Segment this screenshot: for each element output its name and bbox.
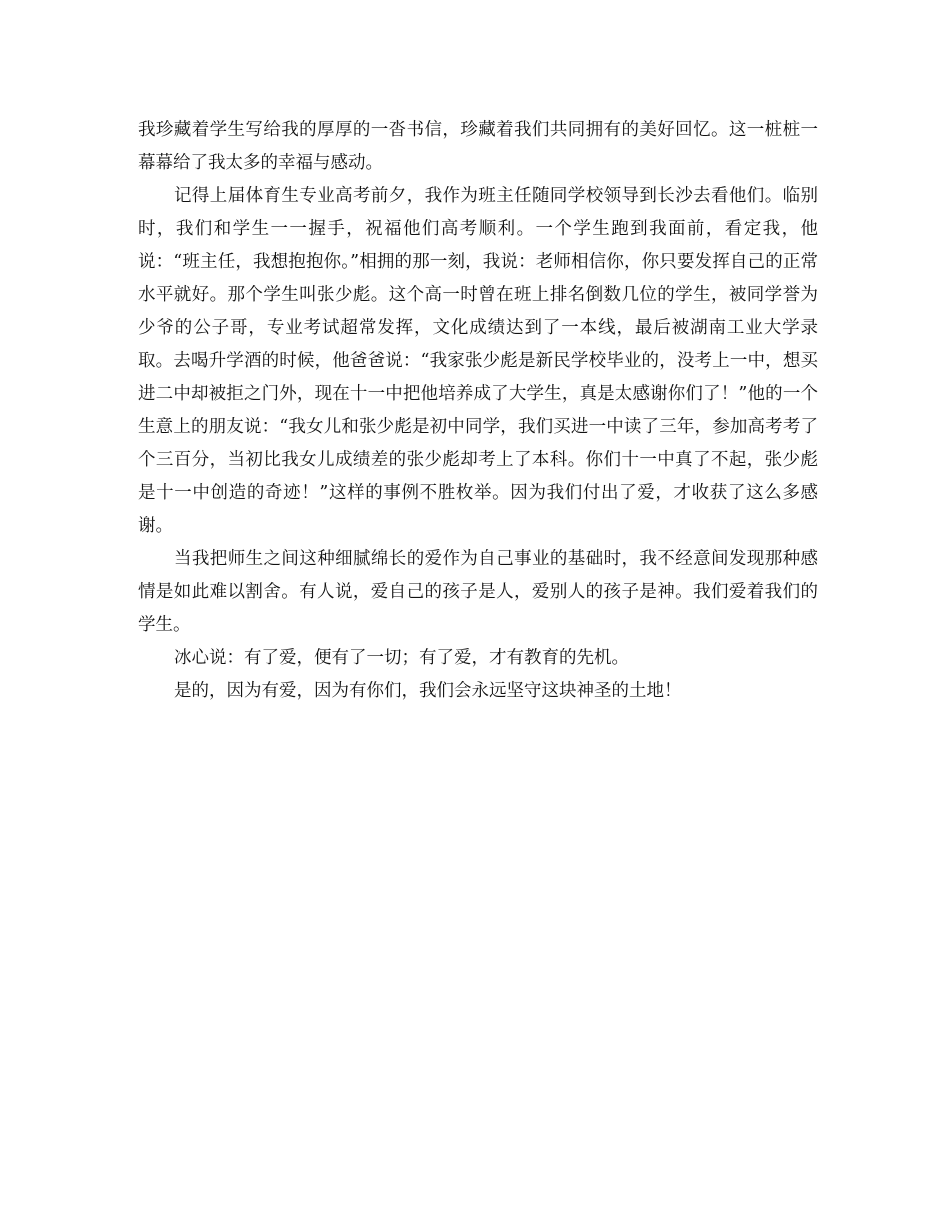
document-body [138,114,818,708]
paragraph-4: 冰心说：有了爱，便有了一切；有了爱，才有教育的先机。 [174,648,629,668]
paragraph-3: 当我把师生之间这种细腻绵长的爱作为自己事业的基础时，我不经意间发现那种感情是如此难以割舍。有人说，爱自己的孩子是人，爱别人的孩子是神。我们爱着我们的学生。 [138,549,818,635]
paragraph-5: 是的，因为有爱，因为有你们，我们会永远坚守这块神圣的土地！ [174,681,682,701]
paragraph-2: 记得上届体育生专业高考前夕，我作为班主任随同学校领导到长沙去看他们。临别时，我们和学生一一握手，祝福他们高考顺利。一个学生跑到我面前，看定我，他说：“班主任，我想抱抱你。”相拥的那一刻，我说：老师相信你，你只要发挥自己的正常水平就好。那个学生叫张少彪。这个高一时曾在班上排名倒数几位的学生，被同学誉为少爷的公子哥，专业考试超常发挥，文化成绩达到了一本线，最后被湖南工业大学录取。去喝升学酒的时候，他爸爸说：“我家张少彪是新民学校毕业的，没考上一中，想买进二中却被拒之门外，现在十一中把他培养成了大学生，真是太感谢你们了！”他的一个生意上的朋友说：“我女儿和张少彪是初中同学，我们买进一中读了三年，参加高考考了个三百分，当初比我女儿成绩差的张少彪却考上了本科。你们十一中真了不起，张少彪是十一中创造的奇迹！”这样的事例不胜枚举。因为我们付出了爱，才收获了这么多感谢。 [138,186,818,536]
paragraph-1: 我珍藏着学生写给我的厚厚的一沓书信，珍藏着我们共同拥有的美好回忆。这一桩桩一幕幕给了我太多的幸福与感动。 [138,120,818,173]
